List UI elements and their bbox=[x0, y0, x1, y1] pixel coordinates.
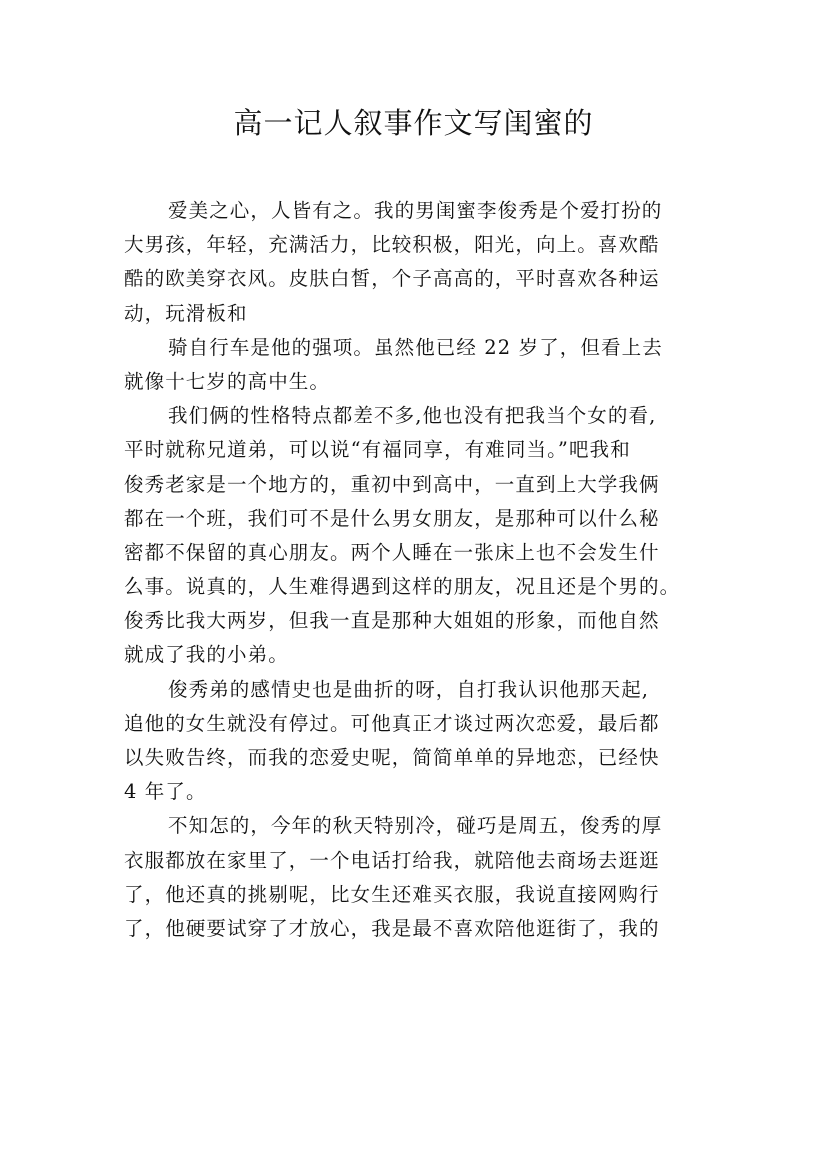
text-line: 俊秀弟的感情史也是曲折的呀，自打我认识他那天起, bbox=[168, 677, 650, 701]
text-line: 么事。说真的，人生难得遇到这样的朋友，况且还是个男的。 bbox=[124, 575, 681, 599]
text-line: 就像十七岁的高中生。 bbox=[124, 369, 331, 393]
text-line: 密都不保留的真心朋友。两个人睡在一张床上也不会发生什 bbox=[124, 540, 660, 564]
text-line: 就成了我的小弟。 bbox=[124, 643, 289, 667]
text-line: 我们俩的性格特点都差不多,他也没有把我当个女的看, bbox=[168, 404, 657, 428]
text-line: 俊秀比我大两岁，但我一直是那种大姐姐的形象，而他自然 bbox=[124, 609, 660, 633]
text-line: 了，他还真的挑剔呢，比女生还难买衣服，我说直接网购行 bbox=[124, 882, 660, 906]
text-line: 衣服都放在家里了，一个电话打给我，就陪他去商场去逛逛 bbox=[124, 848, 660, 872]
text-line: 爱美之心，人皆有之。我的男闺蜜李俊秀是个爱打扮的 bbox=[168, 199, 663, 222]
text-line: 动，玩滑板和 bbox=[124, 301, 248, 325]
text-line: 以失败告终，而我的恋爱史呢，简简单单的异地恋，已经快 bbox=[124, 746, 660, 769]
text-line: 俊秀老家是一个地方的，重初中到高中，一直到上大学我俩 bbox=[124, 472, 660, 496]
document-title: 高一记人叙事作文写闺蜜的 bbox=[233, 106, 594, 140]
text-line: 4 年了。 bbox=[124, 780, 207, 804]
text-line: 追他的女生就没有停过。可他真正才谈过两次恋爱，最后都 bbox=[124, 711, 660, 735]
text-line: 不知怎的，今年的秋天特别冷，碰巧是周五，俊秀的厚 bbox=[168, 814, 663, 838]
text-line: 了，他硬要试穿了才放心，我是最不喜欢陪他逛街了，我的 bbox=[124, 916, 660, 940]
text-line: 平时就称兄道弟，可以说“有福同享，有难同当。”吧我和 bbox=[124, 438, 631, 462]
text-line: 酷的欧美穿衣风。皮肤白皙，个子高高的，平时喜欢各种运 bbox=[124, 267, 660, 291]
document-body bbox=[124, 194, 709, 946]
text-line: 都在一个班，我们可不是什么男女朋友，是那种可以什么秘 bbox=[124, 506, 660, 530]
text-line: 大男孩，年轻，充满活力，比较积极，阳光，向上。喜欢酷 bbox=[124, 233, 660, 257]
text-line: 骑自行车是他的强项。虽然他已经 22 岁了，但看上去 bbox=[168, 335, 663, 359]
